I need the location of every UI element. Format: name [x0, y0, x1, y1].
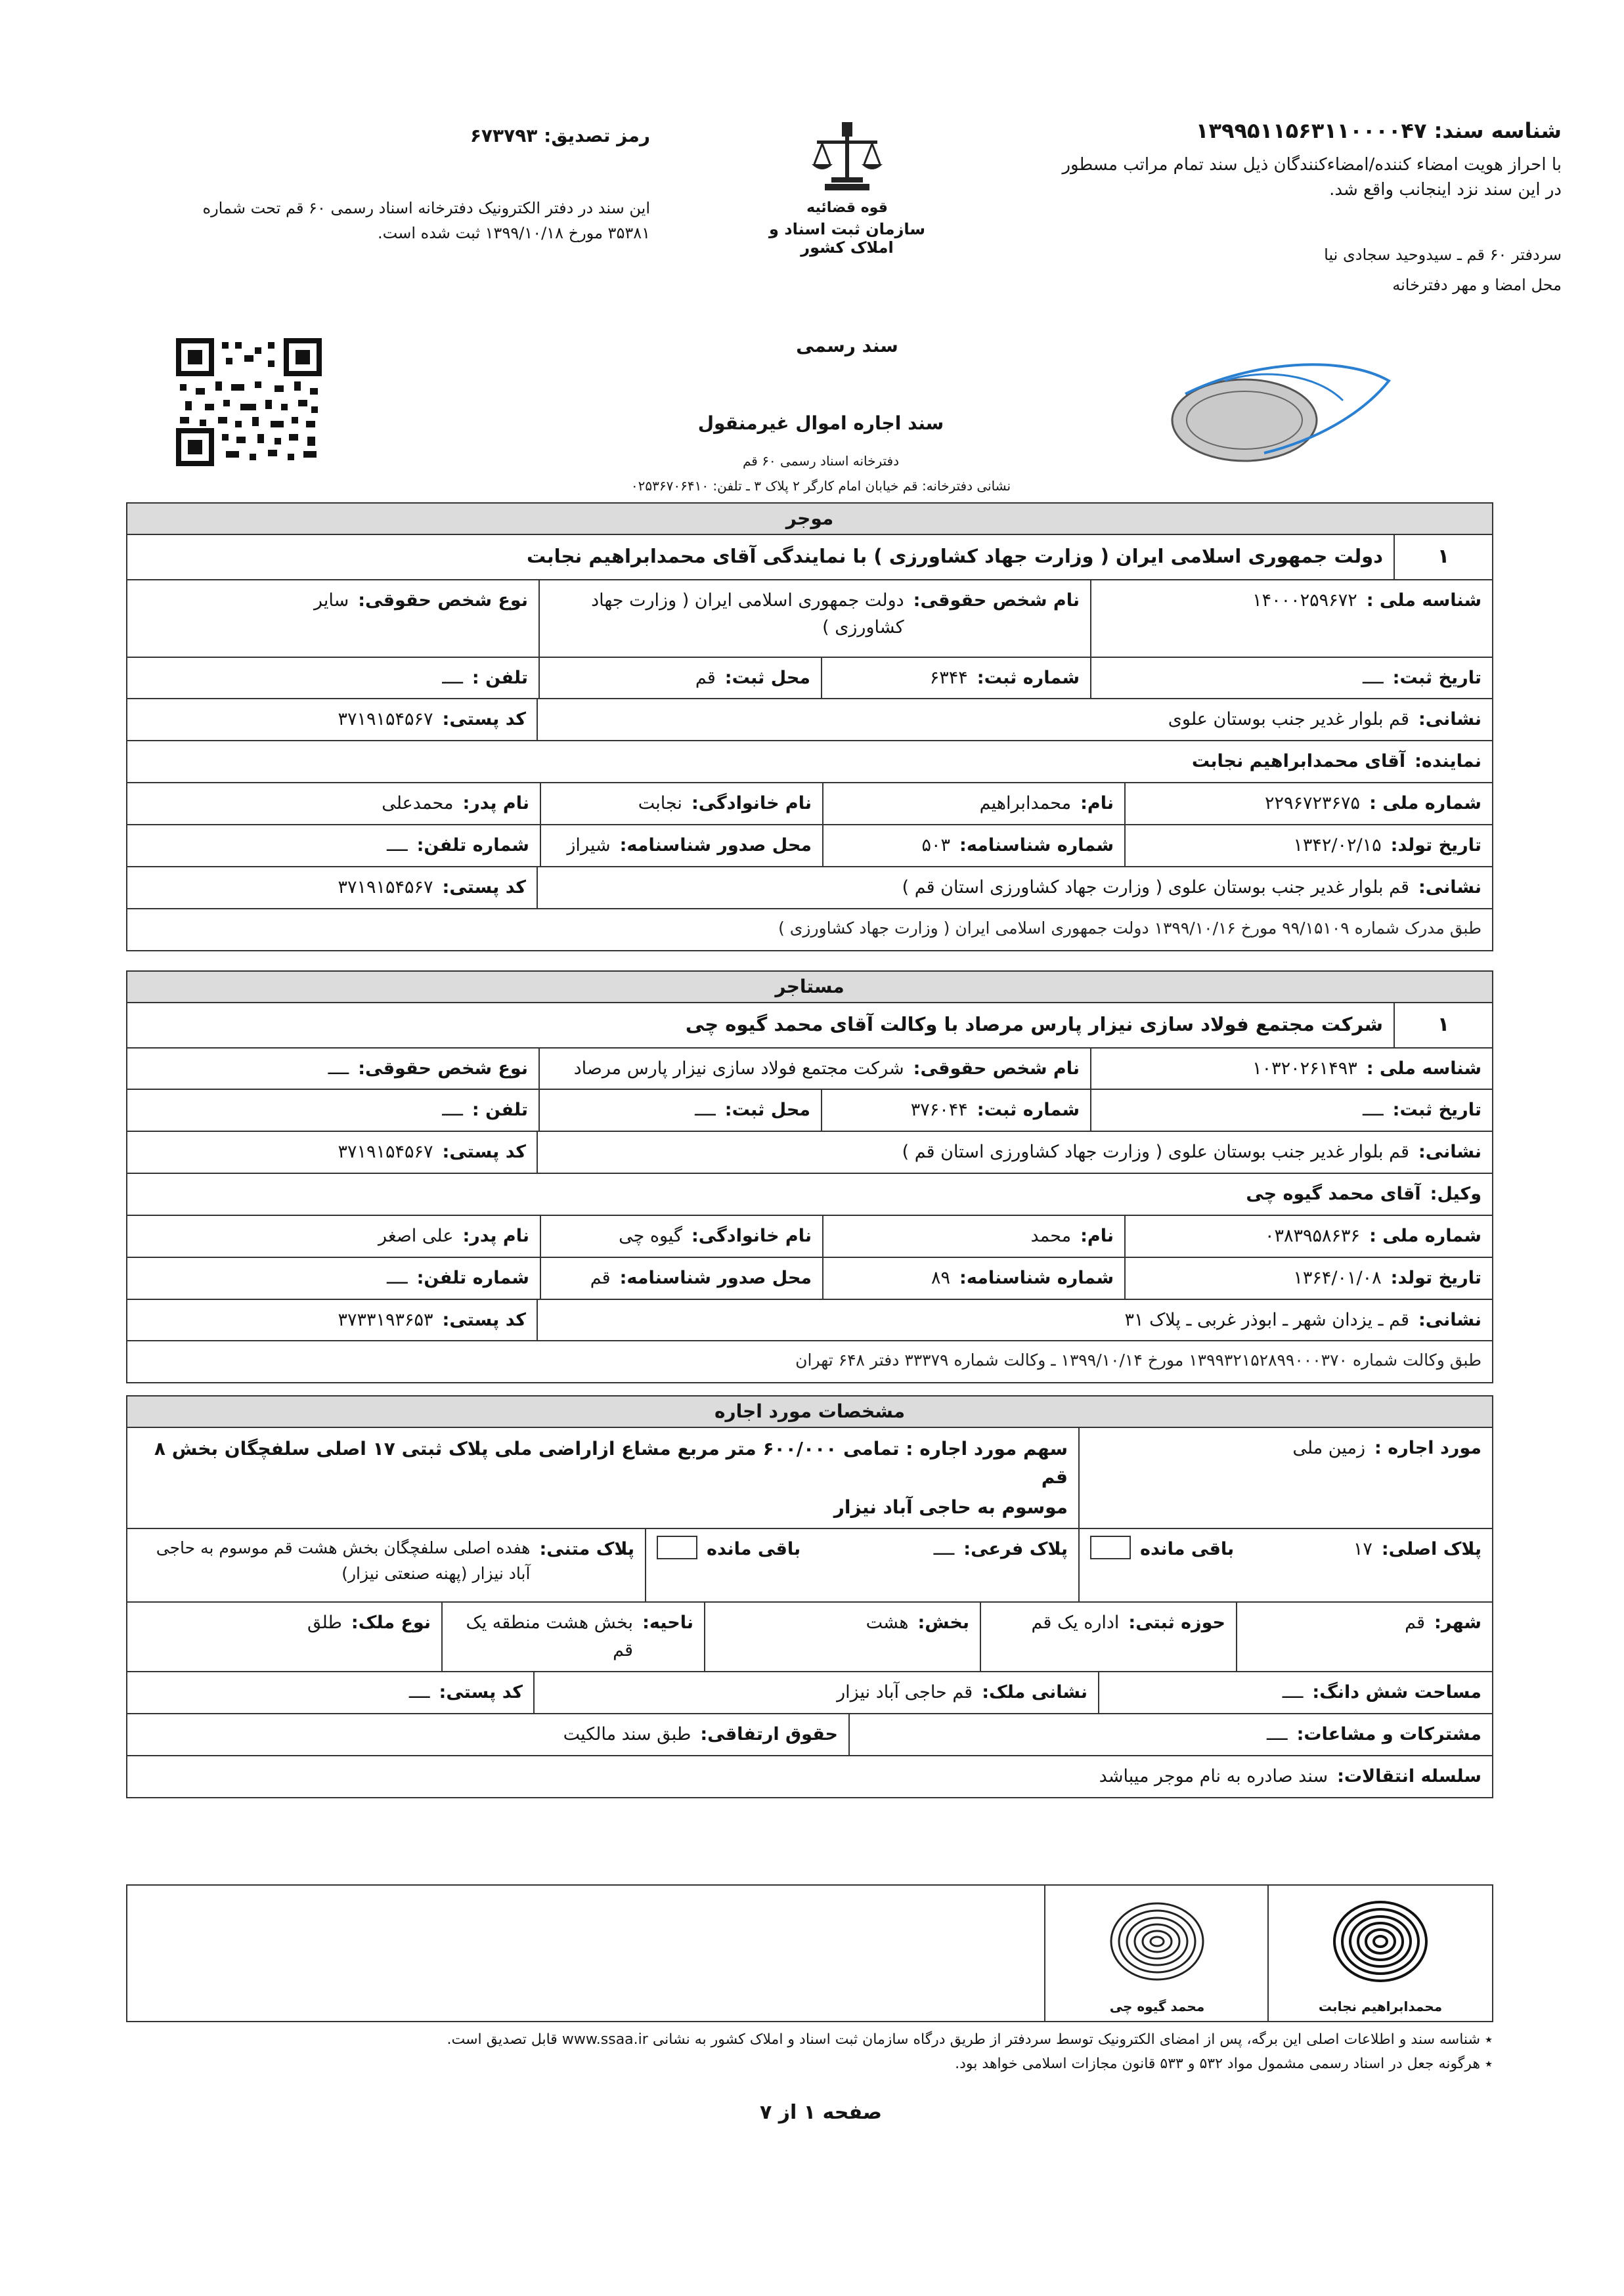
lessor-legal-type-cell — [127, 580, 538, 657]
property-chain-label: سلسله انتقالات: — [1337, 1765, 1481, 1787]
lessor-rep-label: نماینده: — [1415, 751, 1481, 772]
footer-note-2: ٭ هرگونه جعل در اسناد رسمی مشمول مواد ۵۳۲ و ۵۳۳ قانون مجازات اسلامی خواهد بود. — [955, 2056, 1493, 2073]
lessee-table — [126, 970, 1493, 1383]
property-city-label: شهر: — [1434, 1613, 1481, 1634]
property-share-line-1 — [138, 1435, 1068, 1492]
property-plate-row — [127, 1529, 1492, 1603]
lessee-phone-label: تلفن : — [472, 1100, 528, 1121]
lessor-rep-address-cell — [537, 867, 1492, 908]
lessee-rep-address-row — [127, 1300, 1492, 1342]
property-city-value: قم — [1405, 1613, 1426, 1634]
lessor-rep-postal-cell — [127, 867, 537, 908]
property-six-area-label: مساحت شش دانگ: — [1312, 1681, 1481, 1702]
property-reg-area-value: اداره یک قم — [1031, 1613, 1120, 1634]
lessee-nid-value: ۱۰۳۲۰۲۶۱۴۹۳ — [1252, 1058, 1357, 1079]
lessor-reg-row — [127, 658, 1492, 700]
lessor-name-line: دولت جمهوری اسلامی ایران ( وزارت جهاد کشاورزی ) با نمایندگی آقای محمدابراهیم نجابت — [527, 545, 1383, 567]
lessee-name-row — [127, 1003, 1492, 1049]
lessor-rep-birth-value: ۱۳۴۲/۰۲/۱۵ — [1293, 834, 1382, 856]
lessee-index: ۱ — [1394, 1003, 1492, 1047]
lessor-nid-cell — [1090, 580, 1492, 657]
registry-line-2: ۳۵۳۸۱ مورخ ۱۳۹۹/۱۰/۱۸ ثبت شده است. — [378, 224, 650, 242]
lessor-rep-father-cell — [127, 783, 540, 824]
property-six-area-value: ــــ — [1282, 1681, 1304, 1702]
confirm-label: رمز تصدیق: — [544, 125, 650, 146]
lessor-rep-first-cell — [822, 783, 1124, 824]
property-region-value: بخش هشت منطقه یک قم — [466, 1613, 634, 1661]
property-remain-checkbox[interactable] — [1090, 1536, 1131, 1559]
lessee-legal-type-label: نوع شخص حقوقی: — [358, 1058, 528, 1079]
lessor-nid-value: ۱۴۰۰۰۲۵۹۶۷۲ — [1252, 590, 1357, 611]
notary-seal — [1146, 355, 1395, 473]
property-district-label: بخش: — [917, 1613, 969, 1634]
lessor-legal-name-label: نام شخص حقوقی: — [913, 590, 1080, 611]
fingerprint-icon — [1091, 1892, 1223, 1991]
lessee-rep-row — [127, 1174, 1492, 1216]
lessor-name-row — [127, 535, 1492, 580]
lessee-rep-issue-value: قم — [590, 1267, 611, 1288]
lessor-rep-first-label: نام: — [1080, 793, 1114, 814]
lessor-rep-phone-value: ــــ — [386, 834, 408, 856]
lessee-rep-cert-label: شماره شناسنامه: — [959, 1267, 1114, 1288]
lessee-rep-father-label: نام پدر: — [462, 1225, 529, 1246]
lessee-postal-label: کد پستی: — [442, 1142, 526, 1163]
lessee-rep-issue-cell — [540, 1258, 822, 1299]
property-region-label: ناحیه: — [642, 1613, 693, 1634]
lessee-address-label: نشانی: — [1418, 1142, 1481, 1163]
lessee-rep-postal-cell — [127, 1300, 537, 1341]
lessor-rep-cell — [127, 741, 1492, 782]
lessor-rep-address-value: قم بلوار غدیر جنب بوستان علوی ( وزارت جهاد کشاورزی استان قم ) — [902, 877, 1409, 898]
lessor-phone-value: ــــ — [442, 667, 463, 688]
lessor-rep-last-value: نجابت — [638, 793, 682, 814]
lessee-legal-name-label: نام شخص حقوقی: — [913, 1058, 1080, 1079]
lessor-rep-name: آقای محمدابراهیم نجابت — [1191, 751, 1406, 772]
lessee-rep-nid-cell — [1124, 1216, 1492, 1257]
qr-code — [176, 338, 322, 466]
fingerprint-icon — [1315, 1892, 1446, 1991]
lessee-rep-first-cell — [822, 1216, 1124, 1257]
lessee-reg-date-value: ــــ — [1363, 1100, 1384, 1121]
lessor-legal-type-label: نوع شخص حقوقی: — [358, 590, 528, 611]
property-sub-plate-cell — [645, 1529, 1078, 1601]
lessor-rep-father-label: نام پدر: — [462, 793, 529, 814]
lessee-reg-no-label: شماره ثبت: — [977, 1100, 1080, 1121]
doc-id-label: شناسه سند: — [1434, 118, 1562, 143]
lessor-reg-place-cell — [538, 658, 821, 699]
lessor-rep-last-label: نام خانوادگی: — [691, 793, 812, 814]
lessor-rep-address-row — [127, 867, 1492, 909]
header-right — [872, 118, 1562, 294]
lessee-reg-place-cell — [538, 1090, 821, 1131]
lessee-rep-address-label: نشانی: — [1418, 1309, 1481, 1330]
lessee-rep-birth-value: ۱۳۶۴/۰۱/۰۸ — [1293, 1267, 1382, 1288]
lessee-reg-place-label: محل ثبت: — [724, 1100, 810, 1121]
lessee-legal-name-value: شرکت مجتمع فولاد سازی نیزار پارس مرصاد — [573, 1058, 904, 1079]
footer-notes — [114, 2027, 1493, 2077]
signature-slot-2 — [1044, 1886, 1269, 2021]
property-text-plate-cell — [127, 1529, 645, 1601]
lessor-reg-date-value: ــــ — [1363, 667, 1384, 688]
lessee-rep-last-value: گیوه چی — [619, 1225, 682, 1246]
lessee-address-row — [127, 1132, 1492, 1174]
confirm-value: ۶۷۳۷۹۳ — [470, 125, 538, 146]
lessor-rep-nid-label: شماره ملی : — [1369, 793, 1481, 814]
property-address-value: قم حاجی آباد نیزار — [837, 1681, 973, 1702]
seal-stamp-icon — [1146, 355, 1395, 473]
lessor-id-row — [127, 580, 1492, 658]
property-subject-value: زمین ملی — [1292, 1438, 1366, 1458]
lessor-address-cell — [537, 699, 1492, 740]
lessee-section-title: مستاجر — [127, 972, 1492, 1003]
lessee-note-row — [127, 1341, 1492, 1382]
office-address: نشانی دفترخانه: قم خیابان امام کارگر ۲ پلاک ۳ ـ تلفن: ۰۲۵۳۶۷۰۶۴۱۰ — [630, 478, 1011, 494]
property-section-title: مشخصات مورد اجاره — [127, 1397, 1492, 1428]
lessor-rep-birth-cell — [1124, 825, 1492, 866]
lessor-rep-issue-label: محل صدور شناسنامه: — [619, 834, 812, 856]
lessee-rep-birth-cell — [1124, 1258, 1492, 1299]
property-main-plate-cell — [1078, 1529, 1492, 1601]
lessor-reg-date-cell — [1090, 658, 1492, 699]
judiciary-text: قوه قضائیه — [806, 200, 888, 216]
lessee-rep-last-cell — [540, 1216, 822, 1257]
property-share-label: سهم مورد اجاره : — [906, 1438, 1068, 1460]
doc-id-value: ۱۳۹۹۵۱۱۵۶۳۱۱۰۰۰۰۴۷ — [1195, 118, 1427, 143]
lessee-phone-value: ــــ — [442, 1100, 463, 1121]
property-reg-area-cell — [980, 1603, 1236, 1671]
lessor-address-row — [127, 699, 1492, 741]
lessor-rep-birth-row — [127, 825, 1492, 867]
lessor-section-title: موجر — [127, 504, 1492, 535]
lessee-address-value: قم بلوار غدیر جنب بوستان علوی ( وزارت جهاد کشاورزی استان قم ) — [902, 1142, 1409, 1163]
property-sub-plate-label: پلاک فرعی: — [963, 1539, 1068, 1560]
lessee-rep-father-value: علی اصغر — [378, 1225, 454, 1246]
lessee-phone-cell — [127, 1090, 538, 1131]
scales-emblem-icon — [808, 118, 887, 197]
lessee-rep-phone-label: شماره تلفن: — [416, 1267, 529, 1288]
property-remain-label-2: باقی مانده — [707, 1539, 801, 1560]
lessee-name-line: شرکت مجتمع فولاد سازی نیزار پارس مرصاد با وکالت آقای محمد گیوه چی — [685, 1013, 1383, 1035]
property-shared-value: ــــ — [1266, 1723, 1288, 1744]
lessor-rep-nid-value: ۲۲۹۶۷۲۳۶۷۵ — [1265, 793, 1361, 814]
property-shared-label: مشترکات و مشاعات: — [1296, 1723, 1481, 1744]
lessor-rep-cert-value: ۵۰۳ — [921, 834, 951, 856]
lessor-reg-place-label: محل ثبت: — [724, 667, 810, 688]
lessor-nid-label: شناسه ملی : — [1366, 590, 1481, 611]
property-share-value: تمامی ۶۰۰/۰۰۰ متر مربع مشاع ازاراضی ملی پلاک ثبتی ۱۷ اصلی سلفچگان بخش ۸ قم — [154, 1438, 1068, 1488]
confirm-line — [151, 125, 650, 146]
lessor-address-value: قم بلوار غدیر جنب بوستان علوی — [1168, 709, 1409, 730]
lessee-rep-nid-value: ۰۳۸۳۹۵۸۶۳۶ — [1265, 1225, 1361, 1246]
lessee-id-row — [127, 1049, 1492, 1091]
lessor-legal-type-value: سایر — [313, 590, 349, 611]
property-chain-row — [127, 1756, 1492, 1797]
office-name: دفترخانه اسناد رسمی ۶۰ قم — [742, 453, 900, 469]
footer-note-1: ٭ شناسه سند و اطلاعات اصلی این برگه، پس از امضای الکترونیک توسط سردفتر از طریق درگاه سازمان ثبت اسناد و املاک کشور به نشانی www.ssaa.ir قابل تصدیق است. — [447, 2031, 1493, 2048]
property-sub-plate-value: ــــ — [933, 1539, 955, 1560]
lessee-legal-type-cell — [127, 1049, 538, 1089]
property-text-plate-value: هفده اصلی سلفچگان بخش هشت قم موسوم به حاجی آباد نیزار (پهنه صنعتی نیزار) — [156, 1538, 531, 1583]
lessee-rep-postal-value: ۳۷۳۳۱۹۳۶۵۳ — [338, 1309, 433, 1330]
property-district-cell — [704, 1603, 980, 1671]
lessor-rep-first-value: محمدابراهیم — [979, 793, 1072, 814]
lessee-rep-last-label: نام خانوادگی: — [691, 1225, 812, 1246]
property-share-line-2: موسوم به حاجی آباد نیزار — [833, 1496, 1068, 1518]
property-text-plate-label: پلاک متنی: — [539, 1539, 634, 1560]
qr-code-icon — [176, 338, 322, 466]
lessee-legal-type-value: ــــ — [328, 1058, 349, 1079]
lessee-reg-date-cell — [1090, 1090, 1492, 1131]
lessor-legal-name-value: دولت جمهوری اسلامی ایران ( وزارت جهاد کشاورزی ) — [591, 590, 904, 638]
property-city-row — [127, 1603, 1492, 1672]
property-easement-value: طبق سند مالکیت — [563, 1723, 691, 1744]
property-city-cell — [1236, 1603, 1492, 1671]
lessee-rep-phone-value: ــــ — [386, 1267, 408, 1288]
property-region-cell — [441, 1603, 704, 1671]
property-main-plate-value: ۱۷ — [1353, 1539, 1372, 1560]
lessor-rep-row — [127, 741, 1492, 783]
lessee-rep-first-value: محمد — [1030, 1225, 1072, 1246]
sign-place: محل امضا و مهر دفترخانه — [1392, 276, 1562, 294]
official-doc-label: سند رسمی — [796, 335, 898, 357]
lessee-reg-date-label: تاریخ ثبت: — [1392, 1100, 1481, 1121]
lessor-rep-birth-label: تاریخ تولد: — [1390, 834, 1481, 856]
property-district-value: هشت — [866, 1613, 909, 1634]
property-type-value: طلق — [307, 1613, 342, 1634]
lessee-rep-first-label: نام: — [1080, 1225, 1114, 1246]
notary-line: سردفتر ۶۰ قم ـ سیدوحید سجادی نیا — [1324, 246, 1562, 264]
lessee-nid-label: شناسه ملی : — [1366, 1058, 1481, 1079]
lessor-rep-id-row — [127, 783, 1492, 825]
property-six-area-cell — [1098, 1672, 1492, 1713]
lessor-rep-cert-label: شماره شناسنامه: — [959, 834, 1114, 856]
judiciary-emblem — [749, 118, 946, 289]
property-address-cell — [533, 1672, 1098, 1713]
lessor-table — [126, 502, 1493, 951]
property-easement-label: حقوق ارتفاقی: — [700, 1723, 838, 1744]
property-reg-area-label: حوزه ثبتی: — [1128, 1613, 1225, 1634]
lessor-reg-no-cell — [821, 658, 1090, 699]
lessor-reg-date-label: تاریخ ثبت: — [1392, 667, 1481, 688]
lessor-index: ۱ — [1394, 535, 1492, 579]
lessee-rep-cert-value: ۸۹ — [931, 1267, 951, 1288]
lessee-address-cell — [537, 1132, 1492, 1173]
lessee-reg-no-value: ۳۷۶۰۴۴ — [910, 1100, 968, 1121]
property-area-row — [127, 1672, 1492, 1714]
property-share-cell — [127, 1428, 1078, 1528]
lessee-rep-nid-label: شماره ملی : — [1369, 1225, 1481, 1246]
registry-line-1: این سند در دفتر الکترونیک دفترخانه اسناد رسمی ۶۰ قم تحت شماره — [202, 199, 650, 217]
doc-id-line — [872, 118, 1562, 143]
property-easement-cell — [127, 1714, 848, 1755]
lessee-rep-phone-cell — [127, 1258, 540, 1299]
lessor-legal-name-cell — [538, 580, 1090, 657]
lessor-reg-no-value: ۶۳۴۴ — [929, 667, 968, 688]
lessee-rep-id-row — [127, 1216, 1492, 1258]
lessee-rep-address-cell — [537, 1300, 1492, 1341]
lessee-reg-no-cell — [821, 1090, 1090, 1131]
lessor-rep-postal-label: کد پستی: — [442, 877, 526, 898]
lessor-note: طبق مدرک شماره ۹۹/۱۵۱۰۹ مورخ ۱۳۹۹/۱۰/۱۶ دولت جمهوری اسلامی ایران ( وزارت جهاد کشاورزی ) — [778, 918, 1481, 938]
lessor-rep-issue-value: شیراز — [567, 834, 611, 856]
lessee-rep-father-cell — [127, 1216, 540, 1257]
property-shared-row — [127, 1714, 1492, 1756]
lessee-nid-cell — [1090, 1049, 1492, 1089]
lessee-postal-cell — [127, 1132, 537, 1173]
lessor-rep-postal-value: ۳۷۱۹۱۵۴۵۶۷ — [338, 877, 433, 898]
lessee-rep-cert-cell — [822, 1258, 1124, 1299]
org-name: سازمان ثبت اسناد و املاک کشور — [769, 220, 925, 257]
property-remain-checkbox-2[interactable] — [657, 1536, 697, 1559]
lessee-rep-name: آقای محمد گیوه چی — [1246, 1184, 1421, 1205]
lessor-reg-place-value: قم — [695, 667, 716, 688]
property-subject-row — [127, 1428, 1492, 1529]
lessee-rep-cell — [127, 1174, 1492, 1215]
lessor-phone-label: تلفن : — [472, 667, 528, 688]
lessor-rep-father-value: محمدعلی — [382, 793, 454, 814]
lessee-postal-value: ۳۷۱۹۱۵۴۵۶۷ — [338, 1142, 433, 1163]
lessor-rep-last-cell — [540, 783, 822, 824]
property-subject-label: مورد اجاره : — [1374, 1438, 1481, 1458]
signature-slot-1 — [1267, 1886, 1492, 2021]
lessor-postal-label: کد پستی: — [442, 709, 526, 730]
property-main-plate-label: پلاک اصلی: — [1381, 1539, 1481, 1560]
property-table — [126, 1395, 1493, 1798]
property-subject-cell — [1078, 1428, 1492, 1528]
lessee-reg-row — [127, 1090, 1492, 1132]
property-address-label: نشانی ملک: — [982, 1681, 1087, 1702]
lessor-rep-nid-cell — [1124, 783, 1492, 824]
lessor-postal-cell — [127, 699, 537, 740]
lessee-note: طبق وکالت شماره ۱۳۹۹۳۲۱۵۲۸۹۹۰۰۰۳۷۰ مورخ ۱۳۹۹/۱۰/۱۴ ـ وکالت شماره ۳۳۳۷۹ دفتر ۶۴۸ تهران — [795, 1351, 1481, 1370]
doc-title: سند اجاره اموال غیرمنقول — [697, 412, 944, 434]
lessor-rep-phone-cell — [127, 825, 540, 866]
property-remain-label: باقی مانده — [1140, 1539, 1235, 1560]
lessor-reg-no-label: شماره ثبت: — [977, 667, 1080, 688]
lessee-rep-birth-row — [127, 1258, 1492, 1300]
signature-name-2: محمد گیوه چی — [1109, 1999, 1205, 2014]
property-postal-value: ــــ — [408, 1681, 430, 1702]
lessee-rep-postal-label: کد پستی: — [442, 1309, 526, 1330]
signature-box — [126, 1884, 1493, 2022]
lessor-rep-cert-cell — [822, 825, 1124, 866]
property-postal-cell — [127, 1672, 533, 1713]
identity-line-2: در این سند نزد اینجانب واقع شد. — [1329, 180, 1562, 200]
lessee-rep-birth-label: تاریخ تولد: — [1390, 1267, 1481, 1288]
lessee-rep-label: وکیل: — [1430, 1184, 1481, 1205]
property-type-cell — [127, 1603, 441, 1671]
lessor-rep-phone-label: شماره تلفن: — [416, 834, 529, 856]
property-shared-cell — [848, 1714, 1492, 1755]
property-postal-label: کد پستی: — [439, 1681, 523, 1702]
header-left — [151, 125, 650, 242]
signature-name-1: محمدابراهیم نجابت — [1318, 1999, 1443, 2014]
identity-line-1: با احراز هویت امضاء کننده/امضاءکنندگان ذیل سند تمام مراتب مسطور — [1062, 155, 1562, 175]
page-number: صفحه ۱ از ۷ — [760, 2101, 882, 2124]
lessor-address-label: نشانی: — [1418, 709, 1481, 730]
lessee-reg-place-value: ــــ — [695, 1100, 716, 1121]
lessor-note-row — [127, 909, 1492, 950]
lessor-rep-address-label: نشانی: — [1418, 877, 1481, 898]
lessee-rep-issue-label: محل صدور شناسنامه: — [619, 1267, 812, 1288]
property-chain-value: سند صادره به نام موجر میباشد — [1099, 1765, 1328, 1787]
property-type-label: نوع ملک: — [351, 1613, 431, 1634]
lessee-legal-name-cell — [538, 1049, 1090, 1089]
lessor-rep-issue-cell — [540, 825, 822, 866]
lessor-postal-value: ۳۷۱۹۱۵۴۵۶۷ — [338, 709, 433, 730]
lessee-rep-address-value: قم ـ یزدان شهر ـ ابوذر غربی ـ پلاک ۳۱ — [1124, 1309, 1409, 1330]
lessor-phone-cell — [127, 658, 538, 699]
property-chain-cell — [127, 1756, 1492, 1797]
